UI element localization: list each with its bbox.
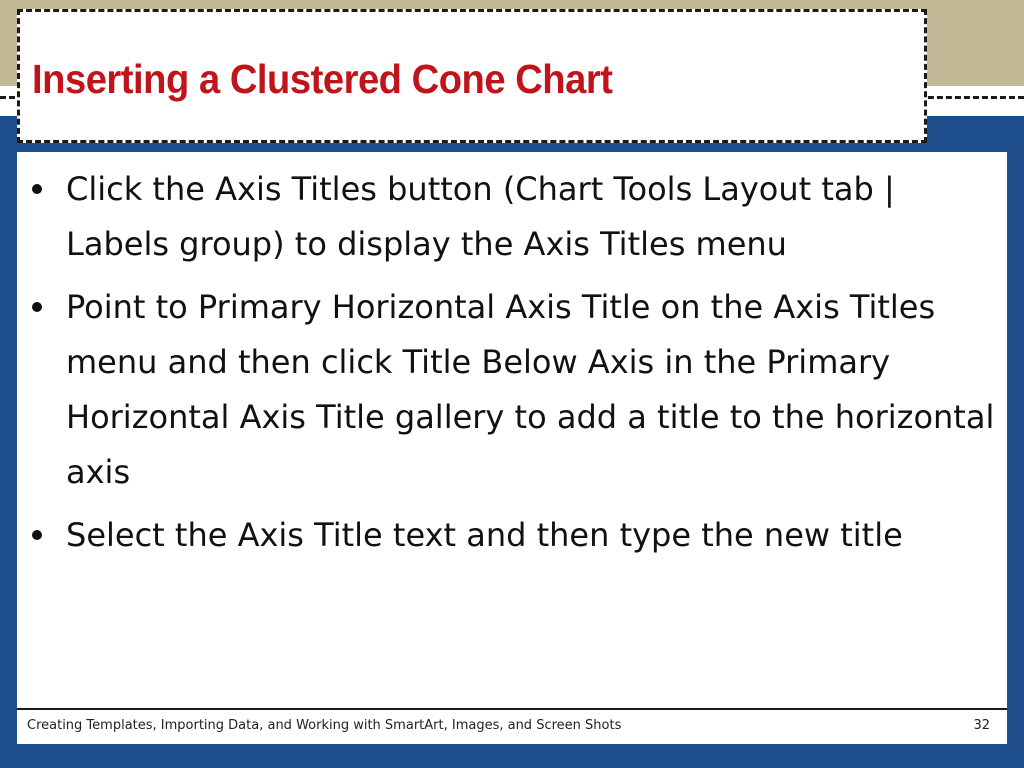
bullet-text: Click the Axis Titles button (Chart Tools Layout tab | Labels group) to display the Axis Titles menu — [66, 170, 895, 263]
page-number: 32 — [973, 718, 990, 733]
footer-text: Creating Templates, Importing Data, and Working with SmartArt, Images, and Screen Shots — [27, 718, 622, 733]
bullet-text: Point to Primary Horizontal Axis Title on the Axis Titles menu and then click Title Below Axis in the Primary Horizontal Axis Title gallery to add a title to the horizontal axis — [66, 288, 995, 491]
bullet-dot-icon — [32, 302, 42, 312]
bullet-text: Select the Axis Title text and then type the new title — [66, 516, 903, 554]
bullet-dot-icon — [32, 530, 42, 540]
title-box — [17, 9, 927, 143]
slide-title: Inserting a Clustered Cone Chart — [32, 56, 613, 102]
bullet-dot-icon — [32, 184, 42, 194]
bullet-item — [30, 162, 1002, 272]
bullet-item — [30, 280, 1002, 500]
bullet-item — [30, 508, 1002, 563]
bullet-list — [30, 162, 1002, 571]
